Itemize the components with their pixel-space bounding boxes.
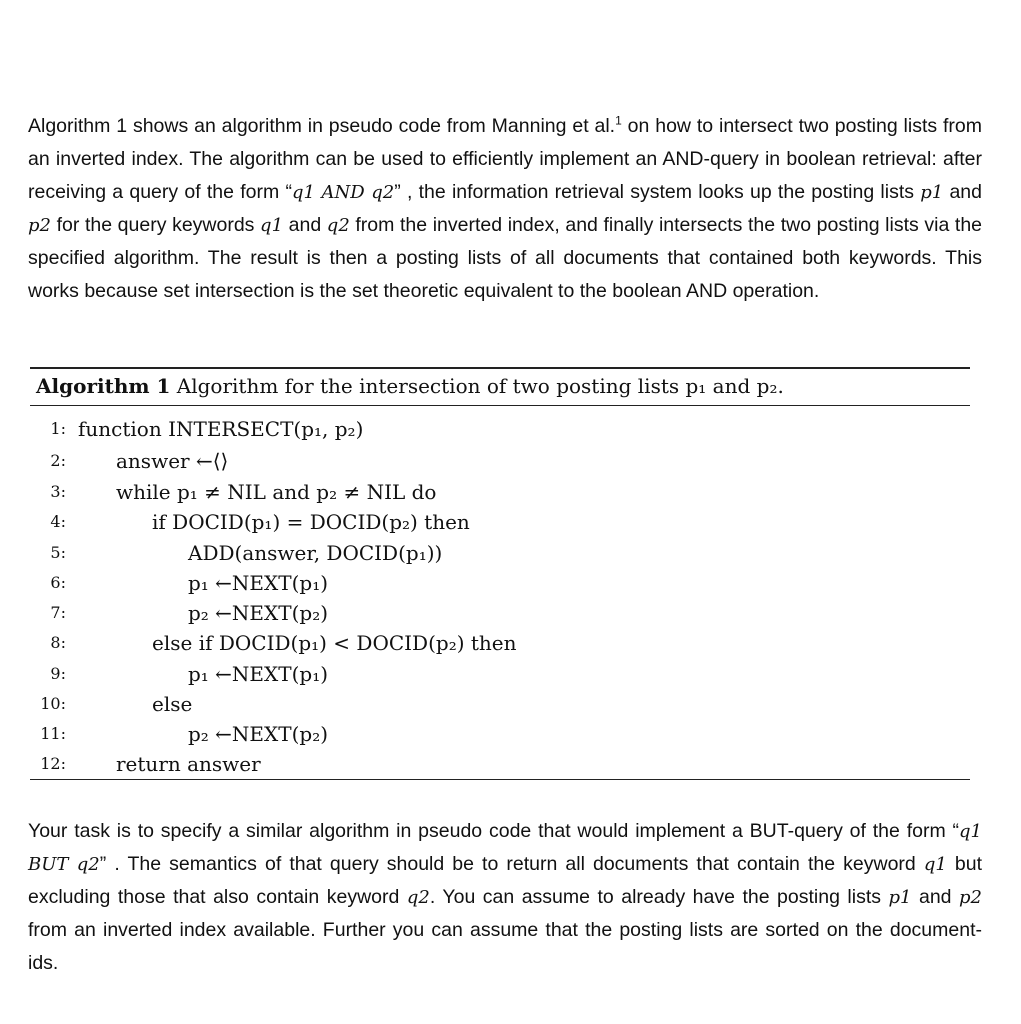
bottom-rule <box>30 779 970 780</box>
line-number: 9: <box>50 664 66 683</box>
math-p2: p2 <box>28 215 51 236</box>
line-number: 11: <box>40 724 66 743</box>
algorithm-box <box>30 367 970 780</box>
line-code: return answer <box>116 752 261 776</box>
task-text: and <box>911 886 960 908</box>
math-p1: p1 <box>920 182 944 203</box>
line-code: ADD(answer, DOCID(p₁)) <box>188 541 443 565</box>
line-code: p₁ ←NEXT(p₁) <box>188 571 329 595</box>
line-number: 10: <box>40 694 66 713</box>
line-code: else if DOCID(p₁) < DOCID(p₂) then <box>152 631 517 655</box>
math-q1: q1 <box>260 215 284 236</box>
quote-close: ” <box>394 181 401 203</box>
task-paragraph <box>28 815 982 980</box>
footnote-marker: 1 <box>615 113 622 128</box>
math-q2: q2 <box>326 215 350 236</box>
but-query-expression: q1 BUT q2 <box>28 821 982 875</box>
line-number: 3: <box>50 482 66 501</box>
intro-text: for the query keywords <box>50 214 261 236</box>
and-query-expression: q1 AND q2 <box>291 182 395 203</box>
intro-paragraph <box>28 110 982 308</box>
math-p2: p2 <box>959 887 983 908</box>
line-number: 5: <box>50 543 66 562</box>
line-code: answer ←⟨⟩ <box>116 449 229 473</box>
line-number: 6: <box>50 573 66 592</box>
quote-close: ” <box>99 853 107 875</box>
math-q1: q1 <box>923 854 947 875</box>
line-code: function INTERSECT(p₁, p₂) <box>78 417 364 441</box>
intro-text: and <box>943 181 982 203</box>
quote-open: “ <box>285 181 292 203</box>
math-p1: p1 <box>888 887 912 908</box>
line-code: if DOCID(p₁) = DOCID(p₂) then <box>152 510 470 534</box>
line-code: p₂ ←NEXT(p₂) <box>188 722 329 746</box>
line-number: 12: <box>40 754 66 773</box>
quote-open: “ <box>952 820 960 842</box>
line-code: p₂ ←NEXT(p₂) <box>188 601 329 625</box>
task-text: Your task is to specify a similar algorithm in pseudo code that would implement a BUT-query of the form <box>28 820 953 842</box>
algorithm-caption-text: Algorithm for the intersection of two posting lists p₁ and p₂. <box>176 374 784 398</box>
task-text: . The semantics of that query should be to return all documents that contain the keyword <box>106 853 924 875</box>
line-code: while p₁ ≠ NIL and p₂ ≠ NIL do <box>116 480 437 504</box>
line-number: 8: <box>50 633 66 652</box>
intro-text: from the inverted index, and finally intersects the two posting lists via the specified algorithm. The result is then a posting lists of all documents that contained both keywords. This works because set intersection is the set theoretic equivalent to the boolean AND operation. <box>28 214 983 302</box>
intro-text: , the information retrieval system looks up the posting lists <box>400 181 921 203</box>
task-text: from an inverted index available. Further you can assume that the posting lists are sorted on the document-ids. <box>28 919 982 974</box>
line-number: 4: <box>50 512 66 531</box>
intro-text: and <box>283 214 327 236</box>
task-text: . You can assume to already have the posting lists <box>429 886 889 908</box>
line-code: p₁ ←NEXT(p₁) <box>188 662 329 686</box>
algorithm-caption <box>30 369 970 405</box>
intro-text: on how to intersect two posting lists from an inverted index. The algorithm can be used to efficiently implement an AND-query in boolean retrieval: after receiving a query of the form <box>28 115 983 203</box>
math-q2: q2 <box>406 887 430 908</box>
algorithm-label: Algorithm 1 <box>36 374 171 398</box>
intro-text: Algorithm 1 shows an algorithm in pseudo code from Manning et al. <box>28 115 616 137</box>
line-code: else <box>152 692 193 716</box>
line-number: 1: <box>50 419 66 438</box>
line-number: 7: <box>50 603 66 622</box>
task-text: but excluding those that also contain keyword <box>28 853 982 908</box>
algorithm-lines <box>30 406 970 779</box>
line-number: 2: <box>50 451 66 470</box>
